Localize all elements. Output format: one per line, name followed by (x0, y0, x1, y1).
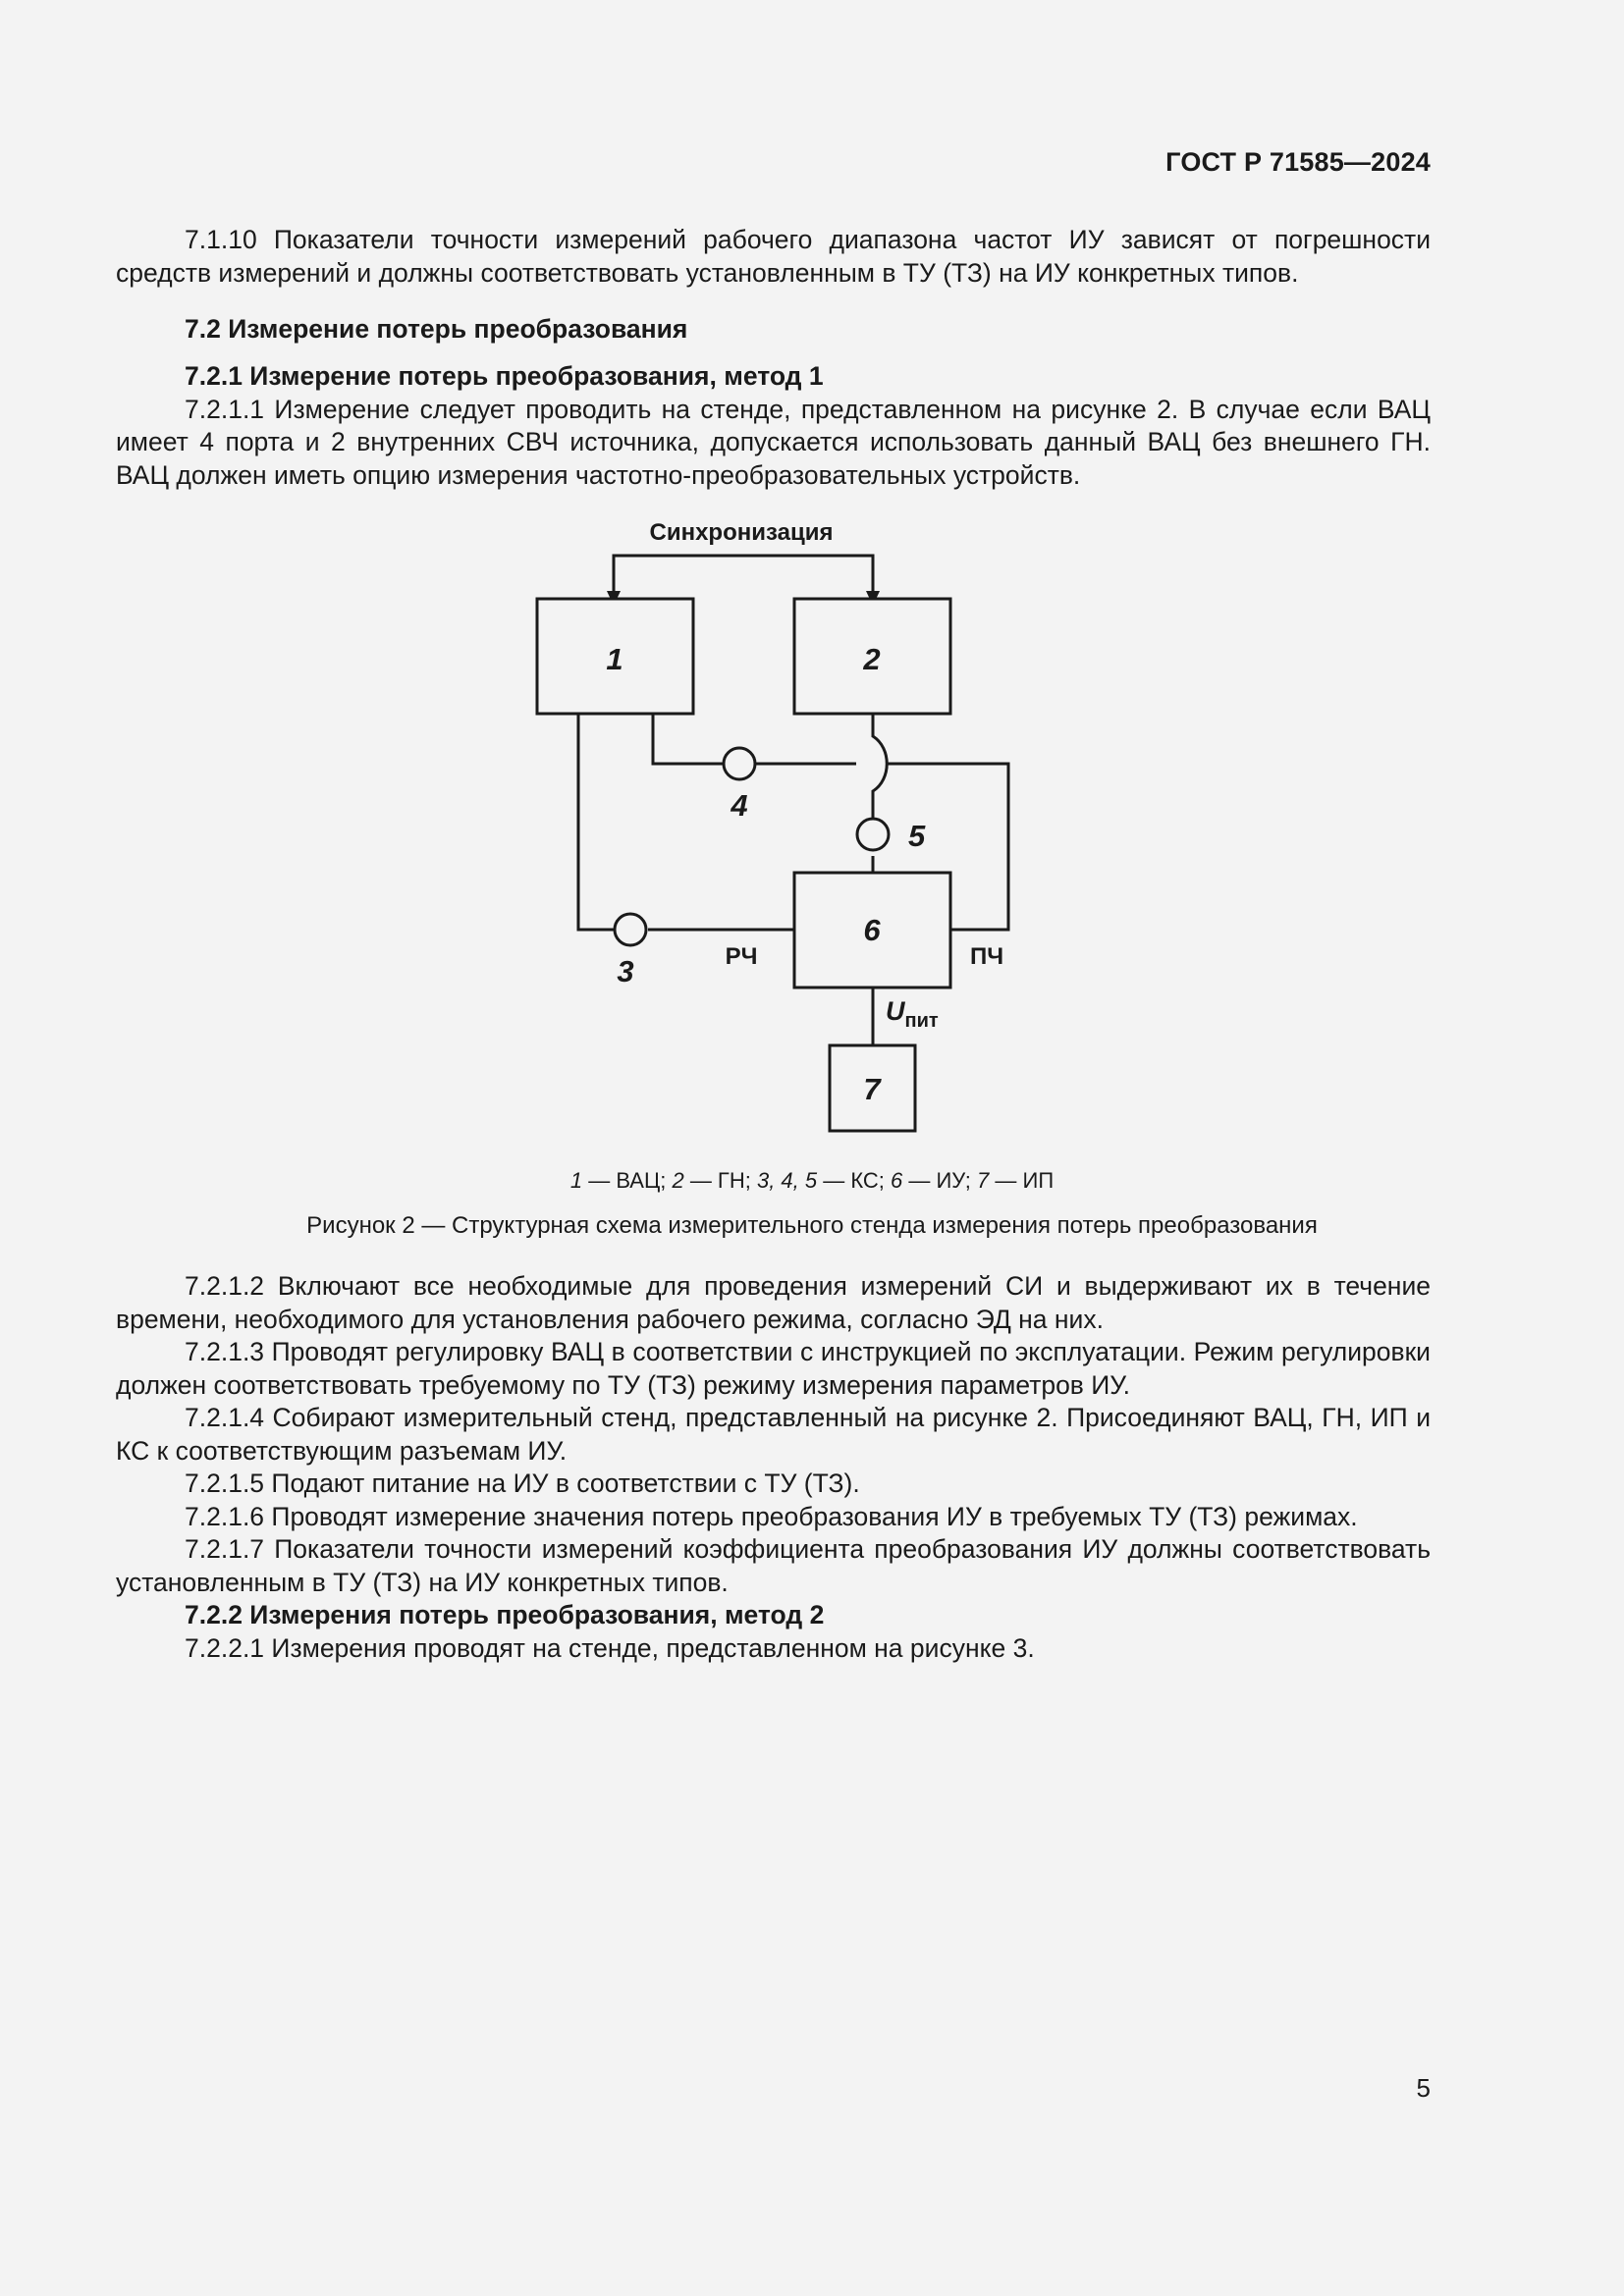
legend-n345: 3, 4, 5 (756, 1168, 818, 1193)
power-label (886, 996, 939, 1032)
coupler-3-label: 3 (617, 954, 634, 988)
paragraph-7-2-1-3: 7.2.1.3 Проводят регулировку ВАЦ в соответствии с инструкцией по эксплуатации. Режим регулировки должен соответствовать требуемому по ТУ (ТЗ) режиму измерения параметров ИУ. (116, 1337, 1431, 1400)
coupler-3-icon (615, 914, 646, 945)
power-label-sub: пит (904, 1010, 939, 1032)
heading-7-2-1: 7.2.1 Измерение потерь преобразования, метод 1 (185, 361, 824, 391)
figure-caption: Рисунок 2 — Структурная схема измерительного стенда измерения потерь преобразования (306, 1212, 1318, 1239)
figure-legend (0, 1168, 1624, 1194)
legend-t2: — ГН; (683, 1168, 757, 1193)
paragraph-7-1-10: 7.1.10 Показатели точности измерений рабочего диапазона частот ИУ зависят от погрешности средств измерений и должны соответствовать установленным в ТУ (ТЗ) на ИУ конкретных типов. (116, 225, 1431, 288)
schematic-svg (491, 510, 1041, 1148)
page-number: 5 (1416, 2073, 1431, 2103)
document-header: ГОСТ Р 71585—2024 (1165, 147, 1431, 177)
paragraph-7-2-1-5: 7.2.1.5 Подают питание на ИУ в соответствии с ТУ (ТЗ). (185, 1468, 860, 1498)
coupler-4-label: 4 (731, 788, 748, 823)
coupler-4-icon (724, 748, 755, 779)
legend-t6: — ИУ; (902, 1168, 978, 1193)
legend-n6: 6 (891, 1168, 903, 1193)
coupler-5-icon (857, 819, 889, 850)
paragraph-7-2-1-6: 7.2.1.6 Проводят измерение значения потерь преобразования ИУ в требуемых ТУ (ТЗ) режимах. (185, 1501, 1358, 1531)
coupler-5-label: 5 (908, 819, 926, 853)
port-if-label: ПЧ (969, 943, 1004, 970)
paragraph-7-2-1-1: 7.2.1.1 Измерение следует проводить на стенде, представленном на рисунке 2. В случае если ВАЦ имеет 4 порта и 2 внутренних СВЧ источника, допускается использовать данный ВАЦ без внешнего ГН. ВАЦ должен иметь опцию измерения частотно-преобразовательных устройств. (116, 394, 1431, 490)
legend-t345: — КС; (817, 1168, 892, 1193)
rf-line (578, 714, 794, 930)
block-6-label: 6 (863, 913, 881, 947)
section-7-2-1 (116, 360, 1431, 492)
legend-n2: 2 (672, 1168, 684, 1193)
paragraph-7-2-1-4: 7.2.1.4 Собирают измерительный стенд, представленный на рисунке 2. Присоединяют ВАЦ, ГН, ИП и КС к соответствующим разъемам ИУ. (116, 1403, 1431, 1466)
figure-2-diagram (491, 510, 1041, 1148)
paragraph-7-2-1-2: 7.2.1.2 Включают все необходимые для проведения измерений СИ и выдерживают их в течение времени, необходимого для установления рабочего режима, согласно ЭД на них. (116, 1271, 1431, 1334)
power-label-main: U (886, 996, 905, 1026)
legend-t1: — ВАЦ; (582, 1168, 673, 1193)
port-rf-label: РЧ (725, 943, 758, 970)
block-7-label: 7 (863, 1072, 881, 1106)
paragraph-7-2-1-7: 7.2.1.7 Показатели точности измерений коэффициента преобразования ИУ должны соответствовать установленным в ТУ (ТЗ) на ИУ конкретных типов. (116, 1534, 1431, 1597)
heading-7-2: 7.2 Измерение потерь преобразования (185, 314, 688, 344)
paragraph-7-2-2-1: 7.2.2.1 Измерения проводят на стенде, представленном на рисунке 3. (185, 1632, 1035, 1663)
legend-t7: — ИП (989, 1168, 1055, 1193)
section-7-2-heading (116, 313, 1431, 347)
section-7-1-10 (116, 224, 1431, 290)
sync-label: Синхронизация (649, 519, 834, 546)
legend-n1: 1 (569, 1168, 583, 1193)
block-1-label: 1 (606, 642, 623, 676)
sync-line (614, 556, 873, 599)
section-7-2-1-cont (116, 1270, 1431, 1665)
heading-7-2-2: 7.2.2 Измерения потерь преобразования, метод 2 (185, 1600, 825, 1629)
legend-n7: 7 (977, 1168, 990, 1193)
block-2-label: 2 (863, 642, 881, 676)
